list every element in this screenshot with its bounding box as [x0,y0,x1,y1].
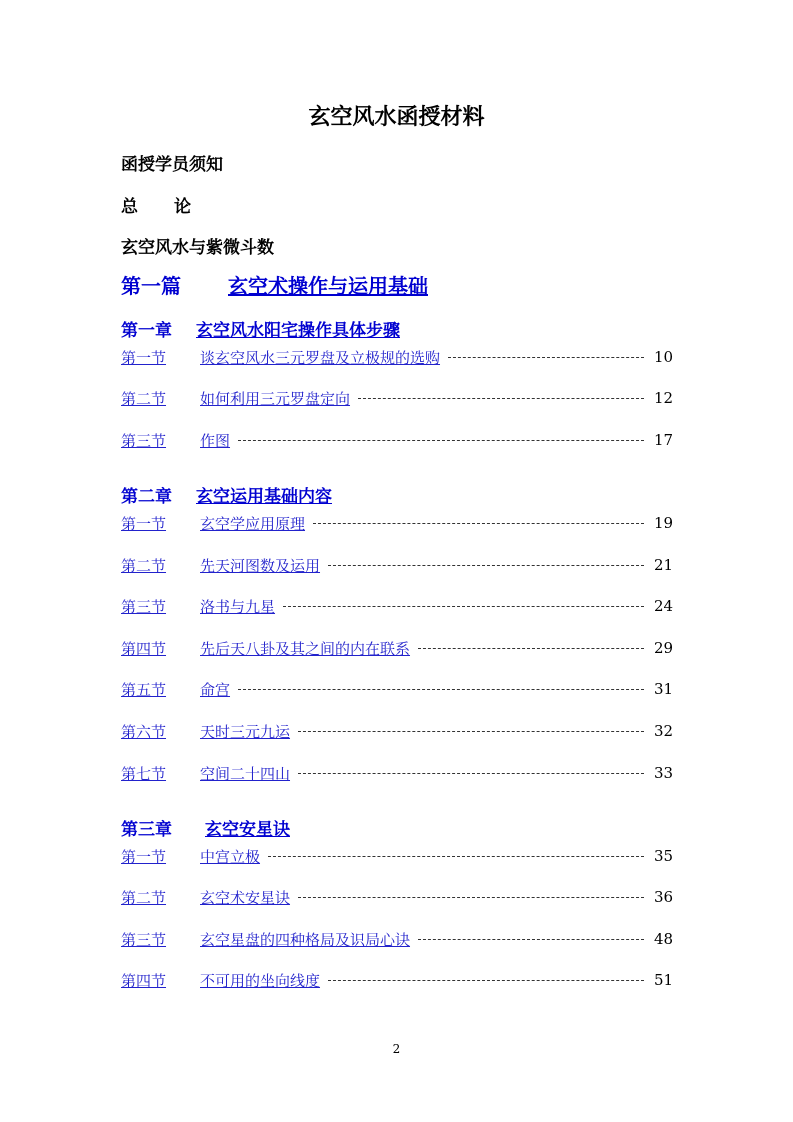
toc-entry[interactable] [121,762,672,784]
section-label: 第一节 [121,348,167,367]
toc-entry[interactable] [121,928,672,950]
section-title: 中宫立极 [200,847,261,866]
leader-line [298,731,644,732]
toc-entry[interactable] [121,969,672,991]
chapter-heading-3[interactable] [121,815,290,840]
leader-line [418,648,644,649]
leader-line [358,398,644,399]
part-heading[interactable] [121,270,428,299]
page-ref: 36 [654,888,674,906]
page-ref: 31 [654,680,674,698]
page-ref: 35 [654,847,674,865]
toc-entry[interactable] [121,595,672,617]
part-label: 第一篇 [121,274,181,298]
section-title: 作图 [200,431,231,450]
section-title: 玄空星盘的四种格局及识局心诀 [200,930,411,949]
page-ref: 12 [654,389,674,407]
toc-entry[interactable] [121,845,672,867]
chapter-title: 玄空风水阳宅操作具体步骤 [196,321,400,341]
section-label: 第二节 [121,888,167,907]
section-title: 空间二十四山 [200,764,291,783]
section-title: 天时三元九运 [200,722,291,741]
page-ref: 33 [654,764,674,782]
section-title: 不可用的坐向线度 [200,971,321,990]
toc-entry[interactable] [121,678,672,700]
toc-entry[interactable] [121,554,672,576]
chapter-title: 玄空运用基础内容 [196,487,332,507]
toc-entry[interactable] [121,886,672,908]
page-ref: 51 [654,971,674,989]
toc-entry[interactable] [121,429,672,451]
leader-line [298,897,644,898]
page-ref: 29 [654,639,674,657]
leader-line [238,440,644,441]
page-number: 2 [392,1042,401,1056]
toc-entry[interactable] [121,387,672,409]
page-ref: 32 [654,722,674,740]
section-label: 第二节 [121,556,167,575]
leader-line [268,856,644,857]
section-title: 玄空术安星诀 [200,888,291,907]
leader-line [418,939,644,940]
front-item-overview-a: 总 [121,197,138,217]
section-label: 第四节 [121,639,167,658]
section-label: 第五节 [121,680,167,699]
section-title: 谈玄空风水三元罗盘及立极规的选购 [200,348,441,367]
section-label: 第一节 [121,514,167,533]
section-label: 第三节 [121,930,167,949]
page-ref: 48 [654,930,674,948]
chapter-label: 第一章 [121,321,172,341]
chapter-label: 第二章 [121,487,172,507]
toc-entry[interactable] [121,637,672,659]
part-title: 玄空术操作与运用基础 [228,274,428,298]
toc-entry[interactable] [121,346,672,368]
leader-line [283,606,644,607]
page-ref: 10 [654,348,674,366]
section-title: 先天河图数及运用 [200,556,321,575]
front-item-ziwei[interactable]: 玄空风水与紫微斗数 [121,238,274,258]
section-label: 第四节 [121,971,167,990]
section-title: 玄空学应用原理 [200,514,306,533]
section-label: 第七节 [121,764,167,783]
section-label: 第一节 [121,847,167,866]
section-label: 第六节 [121,722,167,741]
section-title: 先后天八卦及其之间的内在联系 [200,639,411,658]
leader-line [313,523,644,524]
page-ref: 17 [654,431,674,449]
front-item-overview[interactable] [121,192,191,217]
leader-line [298,773,644,774]
page-ref: 21 [654,556,674,574]
page-ref: 19 [654,514,674,532]
leader-line [448,357,644,358]
front-item-notice[interactable]: 函授学员须知 [121,155,223,175]
page-ref: 24 [654,597,674,615]
leader-line [328,980,644,981]
front-item-overview-b: 论 [174,197,191,217]
chapter-heading-2[interactable] [121,482,332,507]
toc-entry[interactable] [121,720,672,742]
chapter-label: 第三章 [121,820,172,840]
section-label: 第三节 [121,431,167,450]
toc-entry[interactable] [121,512,672,534]
section-title: 命宫 [200,680,231,699]
chapter-title: 玄空安星诀 [205,820,290,840]
section-label: 第二节 [121,389,167,408]
chapter-heading-1[interactable] [121,316,400,341]
leader-line [328,565,644,566]
leader-line [238,689,644,690]
section-title: 洛书与九星 [200,597,276,616]
section-title: 如何利用三元罗盘定向 [200,389,351,408]
document-title: 玄空风水函授材料 [308,105,485,130]
section-label: 第三节 [121,597,167,616]
